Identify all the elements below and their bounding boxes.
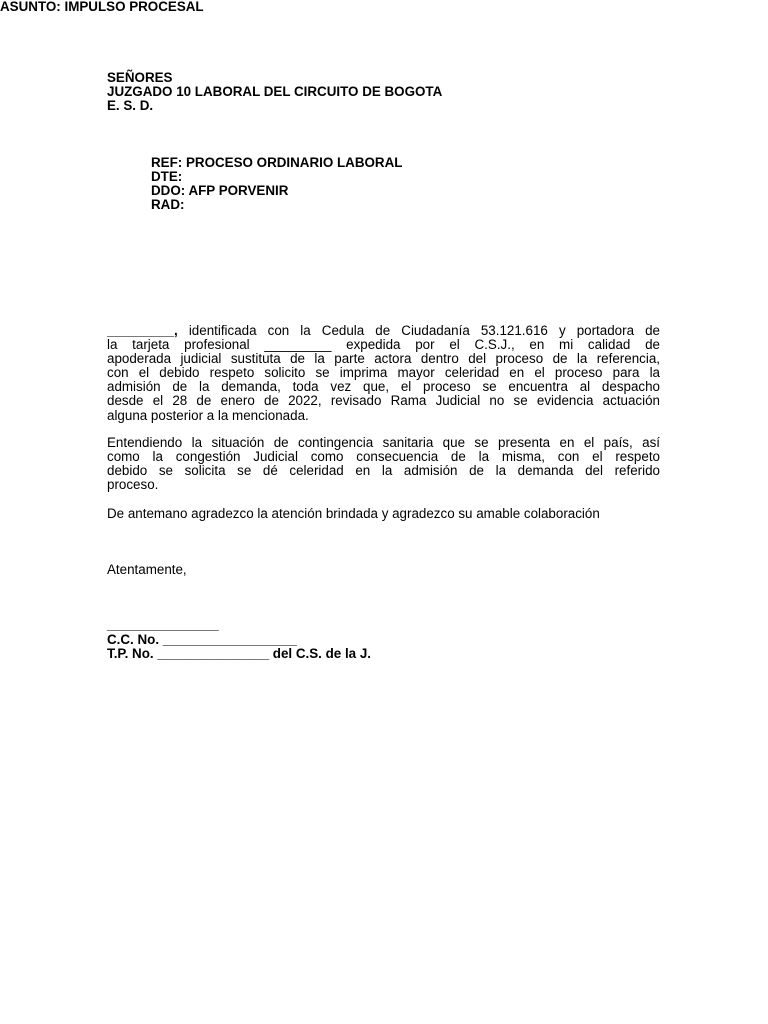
paragraph-line: la tarjeta profesional _________ expedida por el C.S.J., en mi calidad de: [107, 337, 660, 353]
paragraph-line: con el debido respeto solicito se imprima mayor celeridad en el proceso para la: [107, 365, 660, 381]
paragraph-line: como la congestión Judicial como consecuencia de la misma, con el respeto: [107, 449, 660, 465]
addressee-court: JUZGADO 10 LABORAL DEL CIRCUITO DE BOGOTA: [107, 84, 443, 99]
paragraph-line: debido se solicita se dé celeridad en la admisión de la demanda del referido: [107, 463, 660, 479]
paragraph-line: Entendiendo la situación de contingencia sanitaria que se presenta en el país, así: [107, 435, 660, 450]
paragraph-line: admisión de la demanda, toda vez que, el proceso se encuentra al despacho: [107, 379, 660, 395]
signature-tp: T.P. No. _______________ del C.S. de la J.: [107, 646, 372, 661]
closing-text: Atentamente,: [107, 562, 187, 577]
paragraph-line: alguna posterior a la mencionada.: [107, 407, 309, 423]
paragraph-line: _________, identificada con la Cedula de Ciudadanía 53.121.616 y portadora de: [107, 323, 660, 338]
reference-ddo: DDO: AFP PORVENIR: [151, 183, 289, 198]
reference-block: [151, 156, 402, 212]
paragraph-line: proceso.: [107, 477, 159, 493]
body-paragraph-1: [107, 324, 660, 423]
reference-ref: REF: PROCESO ORDINARIO LABORAL: [151, 155, 403, 170]
body-paragraph-3: [107, 507, 660, 521]
addressee-salutation: SEÑORES: [107, 70, 173, 85]
signature-block: [107, 618, 371, 662]
paragraph-line: De antemano agradezco la atención brindada y agradezco su amable colaboración: [107, 506, 600, 521]
paragraph-line: apoderada judicial sustituta de la parte actora dentro del proceso de la referencia,: [107, 351, 660, 367]
reference-dte: DTE:: [151, 169, 183, 184]
name-blank: _________,: [107, 323, 178, 338]
addressee-esd: E. S. D.: [107, 98, 154, 113]
subject-line: ASUNTO: IMPULSO PROCESAL: [0, 0, 204, 14]
signature-cc: C.C. No. __________________: [107, 631, 297, 647]
body-paragraph-2: [107, 436, 660, 492]
paragraph-line: desde el 28 de enero de 2022, revisado Rama Judicial no se evidencia actuación: [107, 393, 660, 409]
reference-rad: RAD:: [151, 197, 185, 212]
signature-line: _______________: [107, 617, 219, 632]
addressee-block: [107, 71, 442, 113]
